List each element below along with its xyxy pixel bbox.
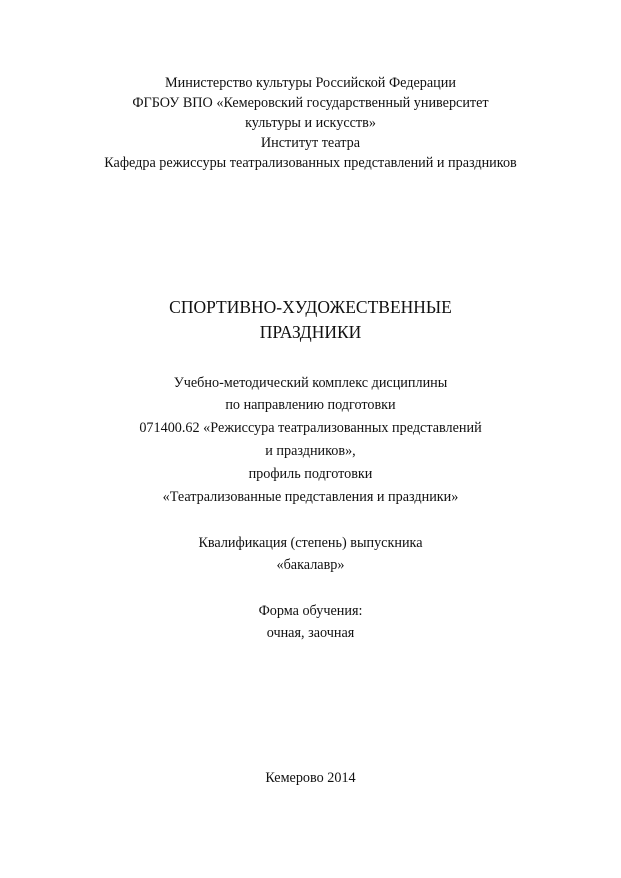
study-form-value: очная, заочная — [266, 625, 355, 641]
qualification-value: «бакалавр» — [276, 557, 345, 573]
description-line: Учебно-методический комплекс дисциплины — [173, 375, 448, 391]
description-line: по направлению подготовки — [225, 397, 396, 413]
qualification-label: Квалификация (степень) выпускника — [198, 535, 423, 551]
university-line: ФГБОУ ВПО «Кемеровский государственный университет — [132, 95, 489, 111]
description-line: и праздников», — [265, 443, 356, 459]
description-line: 071400.62 «Режиссура театрализованных представлений — [139, 420, 482, 436]
university-line-cont: культуры и искусств» — [245, 115, 376, 131]
description-line: «Театрализованные представления и праздники» — [162, 489, 459, 505]
department-line: Кафедра режиссуры театрализованных представлений и праздников — [104, 155, 517, 171]
city-year: Кемерово 2014 — [265, 770, 356, 786]
institute-line: Институт театра — [260, 135, 361, 151]
description-line: профиль подготовки — [248, 466, 373, 482]
title-line-2: ПРАЗДНИКИ — [259, 322, 362, 342]
ministry-line: Министерство культуры Российской Федерации — [165, 75, 456, 91]
study-form-label: Форма обучения: — [258, 603, 363, 619]
title-line-1: СПОРТИВНО-ХУДОЖЕСТВЕННЫЕ — [169, 297, 452, 317]
